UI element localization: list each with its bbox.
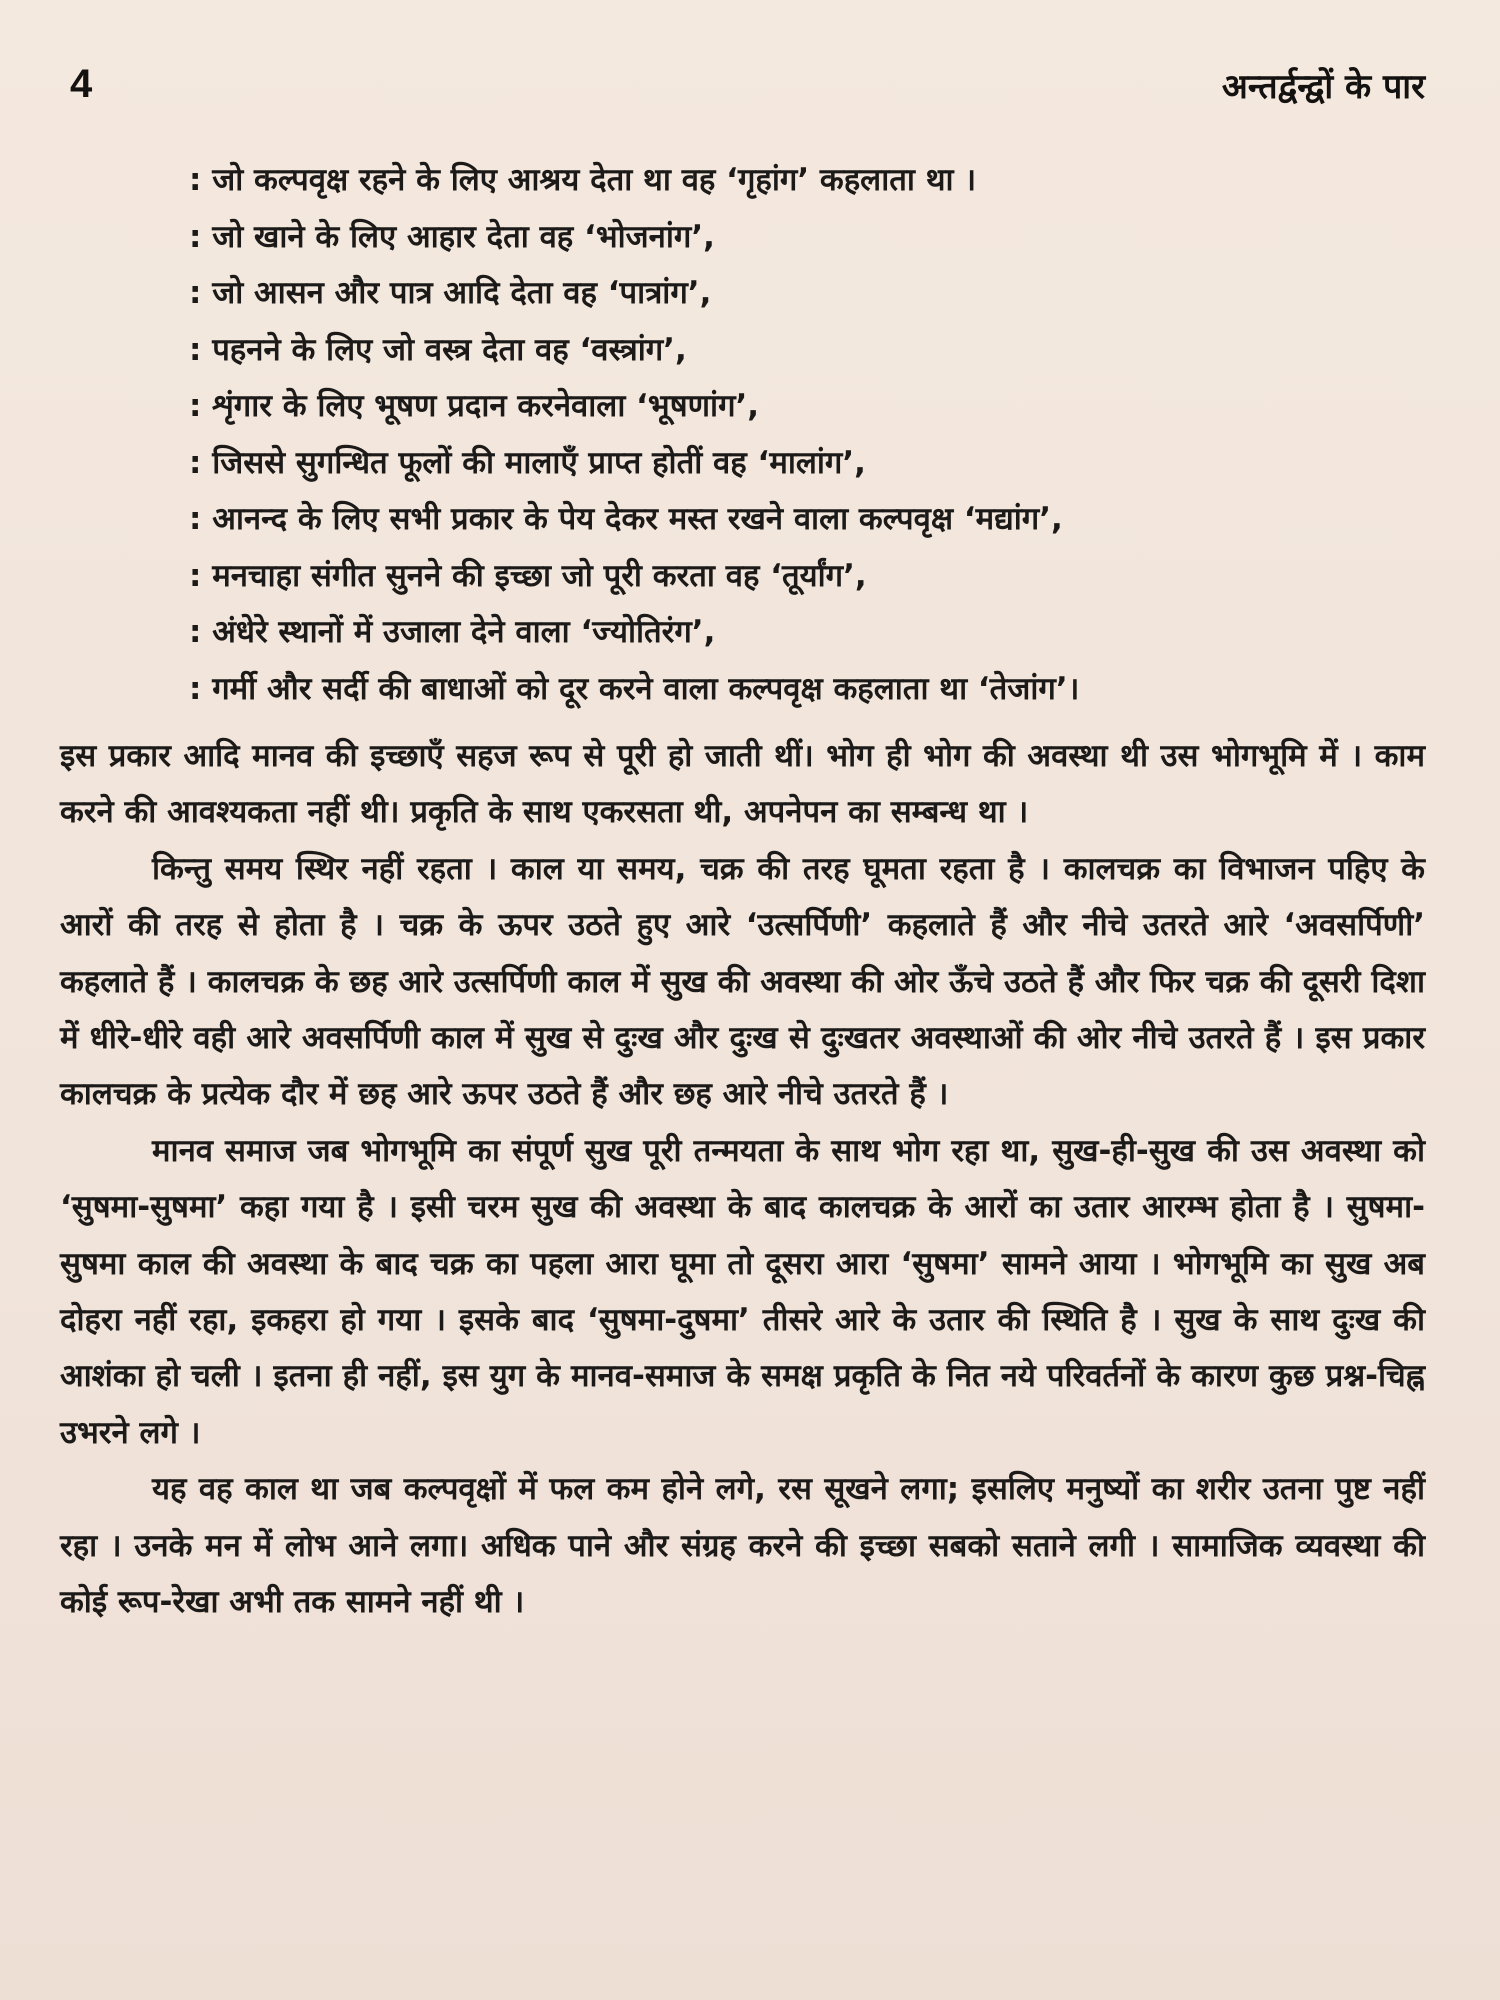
list-item-text: : शृंगार के लिए भूषण प्रदान करनेवाला ‘भूषणांग’, xyxy=(189,388,760,424)
list-item xyxy=(155,661,1425,718)
body-text xyxy=(60,728,1425,1631)
list-item-text: : गर्मी और सर्दी की बाधाओं को दूर करने वाला कल्पवृक्ष कहलाता था ‘तेजांग’। xyxy=(189,670,1080,707)
list-item xyxy=(155,548,1425,605)
list-item-text: : पहनने के लिए जो वस्त्र देता वह ‘वस्त्रांग’, xyxy=(189,331,687,368)
kalpavriksha-list xyxy=(155,152,1425,717)
list-item-text: : अंधेरे स्थानों में उजाला देने वाला ‘ज्योतिरंग’, xyxy=(189,614,716,650)
paragraph: किन्तु समय स्थिर नहीं रहता । काल या समय, चक्र की तरह घूमता रहता है । कालचक्र का विभाजन पहिए के आरों की तरह से होता है । चक्र के ऊपर उठते हुए आरे ‘उत्सर्पिणी’ कहलाते हैं और नीचे उतरते आरे ‘अवसर्पिणी’ कहलाते हैं । कालचक्र के छह आरे उत्सर्पिणी काल में सुख की अवस्था की ओर ऊँचे उठते हैं और फिर चक्र की दूसरी दिशा में धीरे-धीरे वही आरे अवसर्पिणी काल में सुख से दुःख और दुःख से दुःखतर अवस्थाओं की ओर नीचे उतरते हैं । इस प्रकार कालचक्र के प्रत्येक दौर में छह आरे ऊपर उठते हैं और छह आरे नीचे उतरते हैं । xyxy=(60,850,1425,1113)
page-header xyxy=(70,62,1425,122)
paragraph: इस प्रकार आदि मानव की इच्छाएँ सहज रूप से पूरी हो जाती थीं। भोग ही भोग की अवस्था थी उस भोगभूमि में । काम करने की आवश्यकता नहीं थी। प्रकृति के साथ एकरसता थी, अपनेपन का सम्बन्ध था । xyxy=(60,738,1425,831)
list-item xyxy=(155,265,1425,322)
page-number: 4 xyxy=(70,62,93,106)
paragraph: मानव समाज जब भोगभूमि का संपूर्ण सुख पूरी तन्मयता के साथ भोग रहा था, सुख-ही-सुख की उस अवस्था को ‘सुषमा-सुषमा’ कहा गया है । इसी चरम सुख की अवस्था के बाद कालचक्र के आरों का उतार आरम्भ होता है । सुषमा-सुषमा काल की अवस्था के बाद चक्र का पहला आरा घूमा तो दूसरा आरा ‘सुषमा’ सामने आया । भोगभूमि का सुख अब दोहरा नहीं रहा, इकहरा हो गया । इसके बाद ‘सुषमा-दुषमा’ तीसरे आरे के उतार की स्थिति है । सुख के साथ दुःख की आशंका हो चली । इतना ही नहीं, इस युग के मानव-समाज के समक्ष प्रकृति के नित नये परिवर्तनों के कारण कुछ प्रश्न-चिह्न उभरने लगे । xyxy=(60,1132,1425,1451)
list-item xyxy=(155,322,1425,379)
list-item-text: : जो कल्पवृक्ष रहने के लिए आश्रय देता था वह ‘गृहांग’ कहलाता था । xyxy=(189,162,977,198)
list-item xyxy=(155,604,1425,661)
list-item xyxy=(155,152,1425,209)
paragraph: यह वह काल था जब कल्पवृक्षों में फल कम होने लगे, रस सूखने लगा; इसलिए मनुष्यों का शरीर उतना पुष्ट नहीं रहा । उनके मन में लोभ आने लगा। अधिक पाने और संग्रह करने की इच्छा सबको सताने लगी । सामाजिक व्यवस्था की कोई रूप-रेखा अभी तक सामने नहीं थी । xyxy=(60,1471,1425,1621)
list-item-text: : आनन्द के लिए सभी प्रकार के पेय देकर मस्त रखने वाला कल्पवृक्ष ‘मद्यांग’, xyxy=(189,501,1063,537)
list-item xyxy=(155,378,1425,435)
list-item-text: : जिससे सुगन्धित फूलों की मालाएँ प्राप्त होतीं वह ‘मालांग’, xyxy=(189,444,866,481)
list-item xyxy=(155,435,1425,492)
list-item-text: : जो आसन और पात्र आदि देता वह ‘पात्रांग’, xyxy=(189,275,712,311)
list-item xyxy=(155,491,1425,548)
list-item-text: : जो खाने के लिए आहार देता वह ‘भोजनांग’, xyxy=(189,218,715,255)
running-title: अन्तर्द्वन्द्वों के पार xyxy=(1221,67,1425,107)
list-item xyxy=(155,209,1425,266)
list-item-text: : मनचाहा संगीत सुनने की इच्छा जो पूरी करता वह ‘तूर्यांग’, xyxy=(189,557,867,594)
